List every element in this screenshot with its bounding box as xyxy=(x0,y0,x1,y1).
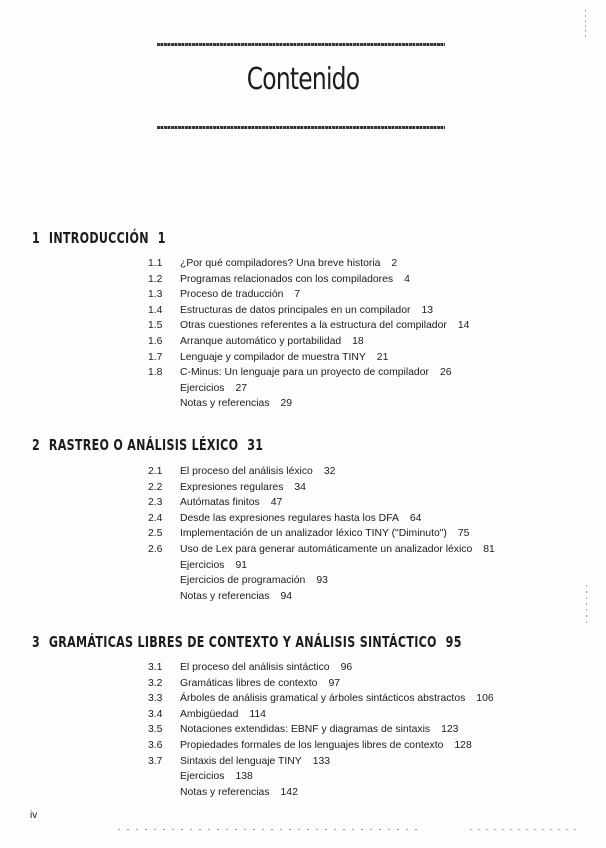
toc-entry: 2.6 Uso de Lex para generar automáticamente un analizador léxico 81 xyxy=(148,543,495,555)
chapter-1-heading xyxy=(32,229,175,247)
toc-entry: 3.7 Sintaxis del lenguaje TINY 133 xyxy=(148,755,331,767)
scan-side-marks xyxy=(586,585,587,625)
toc-entry: 2.4 Desde las expresiones regulares hasta los DFA 64 xyxy=(148,512,422,524)
toc-entry: 2.3 Autómatas finitos 47 xyxy=(148,497,283,509)
toc-entry: 3.2 Gramáticas libres de contexto 97 xyxy=(148,677,341,689)
chapter-3-entries xyxy=(148,660,494,800)
chapter-number: 1 xyxy=(32,229,41,247)
toc-entry: 3.3 Árboles de análisis gramatical y árboles sintácticos abstractos 106 xyxy=(148,693,494,705)
toc-entry: 1.1 ¿Por qué compiladores? Una breve historia 2 xyxy=(148,258,398,269)
toc-entry: 2.1 El proceso del análisis léxico 32 xyxy=(148,466,336,477)
chapter-1-entries xyxy=(148,256,469,412)
chapter-number: 2 xyxy=(32,436,41,454)
toc-entry: 1.3 Proceso de traducción 7 xyxy=(148,289,301,301)
toc-entry: 3.4 Ambigüedad 114 xyxy=(148,708,266,720)
toc-entry: 1.4 Estructuras de datos principales en un compilador 13 xyxy=(148,304,434,316)
toc-entry: 1.8 C-Minus: Un lenguaje para un proyecto de compilador 26 xyxy=(148,367,452,379)
toc-entry: Notas y referencias 94 xyxy=(180,590,293,602)
chapter-page: 95 xyxy=(445,633,462,651)
toc-entry: 2.2 Expresiones regulares 34 xyxy=(148,481,306,493)
chapter-2-heading xyxy=(32,436,272,454)
toc-entry: 2.5 Implementación de un analizador léxico TINY ("Diminuto") 75 xyxy=(148,528,470,540)
chapter-title: INTRODUCCIÓN xyxy=(48,229,149,247)
chapter-3-heading xyxy=(32,633,471,651)
chapter-2-entries xyxy=(148,464,495,604)
title-top-rule xyxy=(157,43,445,46)
scan-side-marks xyxy=(585,10,586,40)
toc-entry: Ejercicios 138 xyxy=(180,771,253,783)
toc-entry: Notas y referencias 29 xyxy=(180,398,293,410)
toc-entry: 3.6 Propiedades formales de los lenguajes libres de contexto 128 xyxy=(148,739,472,751)
toc-entry: 3.1 El proceso del análisis sintáctico 96 xyxy=(148,662,353,673)
chapter-title: RASTREO O ANÁLISIS LÉXICO xyxy=(48,436,239,454)
toc-entry: 3.5 Notaciones extendidas: EBNF y diagramas de sintaxis 123 xyxy=(148,724,459,736)
scan-edge-marks xyxy=(118,829,418,830)
toc-entry: 1.6 Arranque automático y portabilidad 18 xyxy=(148,335,364,347)
chapter-page: 31 xyxy=(247,436,264,454)
toc-entry: Ejercicios de programación 93 xyxy=(180,575,328,587)
toc-entry: 1.2 Programas relacionados con los compiladores 4 xyxy=(148,273,410,285)
scan-edge-marks xyxy=(470,829,580,830)
title-bottom-rule xyxy=(157,126,445,129)
chapter-title: GRAMÁTICAS LIBRES DE CONTEXTO Y ANÁLISIS SINTÁCTICO xyxy=(48,633,437,651)
toc-entry: 1.7 Lenguaje y compilador de muestra TINY 21 xyxy=(148,351,389,363)
toc-entry: Notas y referencias 142 xyxy=(180,786,298,798)
toc-entry: Ejercicios 91 xyxy=(180,559,248,571)
toc-entry: Ejercicios 27 xyxy=(180,382,248,394)
page-number: iv xyxy=(30,810,38,821)
chapter-page: 1 xyxy=(157,229,166,247)
chapter-number: 3 xyxy=(32,633,41,651)
toc-entry: 1.5 Otras cuestiones referentes a la estructura del compilador 14 xyxy=(148,320,470,332)
page-title: Contenido xyxy=(246,62,360,97)
